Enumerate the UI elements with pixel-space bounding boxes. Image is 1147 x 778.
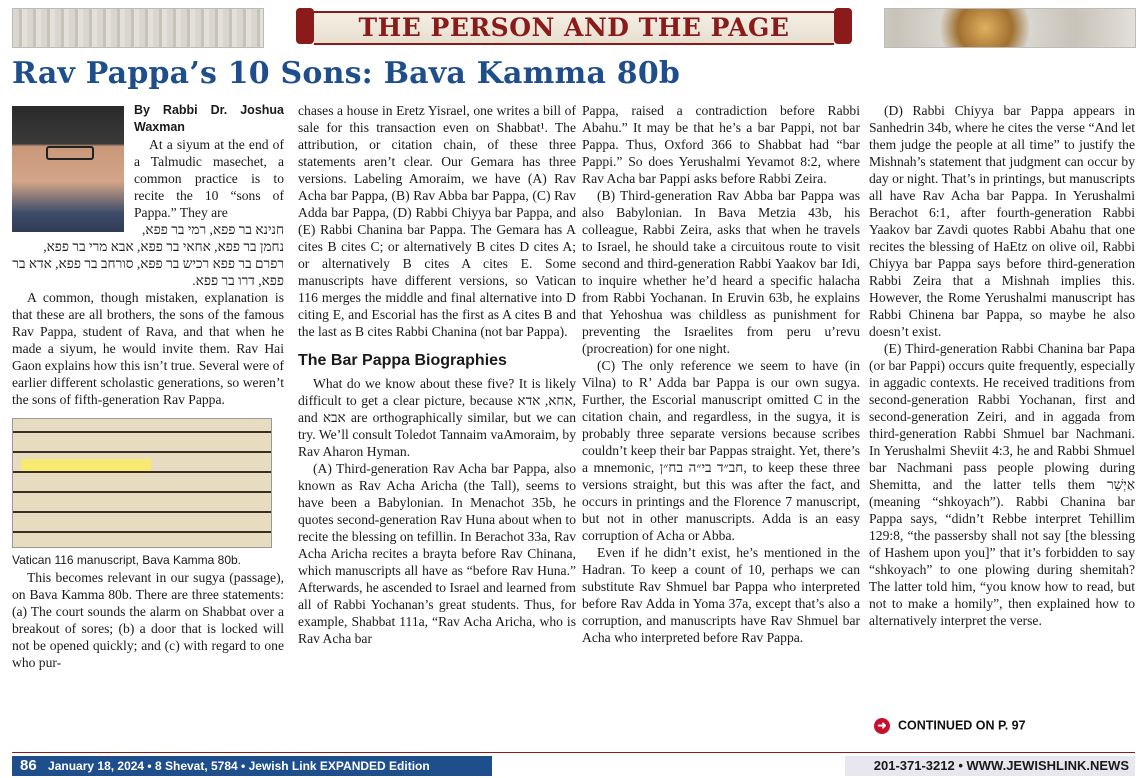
arrow-right-icon: ➜	[874, 718, 890, 734]
column-3	[582, 102, 860, 646]
section-banner	[0, 0, 1147, 52]
page-number: 86	[12, 756, 45, 776]
article-title: Rav Pappa’s 10 Sons: Bava Kamma 80b	[12, 56, 681, 91]
paragraph: Even if he didn’t exist, he’s mentioned in the Hadran. To keep a count of 10, perhaps we can substitute Rav Shmuel bar Pappa who interpreted before Rav Adda in Yoma 37a, except that’s also a corruption, and manuscripts have Rav Shmuel bar Acha who interpreted before Rav Pappa.	[582, 545, 860, 645]
column-4	[869, 102, 1135, 629]
banner-image-right	[884, 8, 1136, 48]
paragraph: Pappa, raised a contradiction before Rabbi Abahu.” It may be that he’s a bar Pappi, not bar Pappa. Thus, Oxford 366 to Shabbat had “bar Pappi.” So does Yerushalmi Yevamot 8:2, where Rav Acha bar Pappi asks before Rabbi Zeira.	[582, 103, 860, 186]
continued-label: CONTINUED ON P. 97	[898, 718, 1026, 733]
continued-link[interactable]	[874, 718, 1026, 734]
subheading: The Bar Pappa Biographies	[298, 352, 507, 369]
page-footer	[12, 752, 1135, 775]
footer-contact[interactable]: 201-371-3212 • WWW.JEWISHLINK.NEWS	[845, 756, 1135, 776]
paragraph: (C) The only reference we seem to have (in Vilna) to R’ Adda bar Pappa is our own sugya. Further, the Escorial manuscript omitted C in the citation chain, and regardless, in the sugya, it is probably three separate versions because scribes couldn’t keep their bar Pappas straight. Yet, there’s a mnemonic, חב״ד בי״ה בח״ן, to keep these three versions straight, but this was after the fact, and occurs in printings and the Florence 7 manuscript, but not in other manuscripts. Adda is an easy corruption of Acha or Abba.	[582, 358, 860, 543]
column-1	[12, 102, 284, 671]
paragraph: (E) Third-generation Rabbi Chanina bar Papa (or bar Pappi) occurs quite frequently, especially in aggadic contexts. He received traditions from second-generation Rabbi Yochanan, first and second-generation Zeiri, and in aggada from third-generation Rabbi Shmuel bar Nachmani. In Yerushalmi Sheviit 4:3, he and Rabbi Shmuel bar Nachmani pass people plowing during Shemitta, and the latter tells them אַיְשַׁר (meaning “shkoyach”). Rabbi Chanina bar Pappa says, “didn’t Rebbe interpret Tehillim 129:8, “the passersby shall not say [the blessing of Hashem upon you]” that it’s forbidden to say “shkoyach” to one plowing during shemitah? The latter told him, “you know how to read, but not to make a homily”, then explained how to alternatively interpret the verse.	[869, 341, 1135, 628]
paragraph: What do we know about these five? It is likely difficult to get a clear picture, because אחא, אדא, and אבא are orthographically similar, but we can try. We’ll consult Toledot Tannaim vaAmoraim, by Rav Aharon Hyman.	[298, 376, 577, 459]
author-photo	[12, 106, 124, 232]
footer-edition-box	[12, 756, 492, 776]
paragraph: (D) Rabbi Chiyya bar Pappa appears in Sanhedrin 34b, where he cites the verse “And let them judge the people at all time” to justify the Mishnah’s statement that judgment can occur by day or night. That’s in printings, but manuscripts all have Rav Acha bar Pappa. In Yerushalmi Berachot 6:1, after fourth-generation Rabbi Yaakov bar Zavdi quotes Rabbi Abahu that one recites the blessing of HaEtz on olive oil, Rabbi Chiyya bar Pappa says before third-generation Rabbi Zeira that a Mishnah implies this. However, the Rome Yerushalmi manuscript has Rabbi Chinena bar Pappa, so maybe he also doesn’t exist.	[869, 103, 1135, 339]
paragraph: (A) Third-generation Rav Acha bar Pappa, also known as Rav Acha Aricha (the Tall), seems to have been a Babylonian. In Menachot 35b, he quotes second-generation Rav Huna about when to recite the blessing on tefillin. In Berachot 33a, Rav Acha Aricha recites a brayta before Rav Chinana, which manuscripts all have as “before Rav Huna.” Afterwards, he ascended to Israel and learned from all of Rabbi Yochanan’s great students. Thus, for example, Shabbat 111a, “Rav Acha Aricha, who is Rav Acha bar	[298, 461, 576, 646]
manuscript-image	[12, 418, 272, 548]
byline: By Rabbi Dr. Joshua Waxman	[134, 103, 284, 134]
column-2	[298, 102, 576, 647]
banner-image-left	[12, 8, 264, 48]
edition-info: January 18, 2024 • 8 Shevat, 5784 • Jewish Link EXPANDED Edition	[48, 759, 430, 773]
hebrew-names: חנינא בר פפא, רמי בר פפא, נחמן בר פפא, אחאי בר פפא, אבא מרי בר פפא, רפרם בר פפא רכיש בר פפא, סורחב בר פפא, אדא בר פפא, דרו בר פפא.	[12, 222, 284, 288]
section-title: THE PERSON AND THE PAGE	[358, 13, 790, 42]
paragraph: chases a house in Eretz Yisrael, one writes a bill of sale for this transaction even on Shabbat¹. The attribution, or citation chain, of these three statements aren’t clear. Our Gemara has three versions. Labeling Amoraim, we have (A) Rav Acha bar Pappa, (B) Rav Abba bar Pappa, (C) Rav Adda bar Pappa, (D) Rabbi Chiyya bar Pappa, and (E) Rabbi Chanina bar Pappa. The Gemara has A cites B cites C; or alternatively B cites D cites A; or alternatively B cites A cites E. Some manuscripts have different versions, so Vatican 116 merges the middle and final alternative into D citing E, and Escorial has the first as A cites B and the last as B cites Rabbi Chanina (not bar Pappa).	[298, 103, 576, 339]
image-caption: Vatican 116 manuscript, Bava Kamma 80b.	[12, 553, 242, 567]
paragraph: At a siyum at the end of a Talmudic masechet, a common practice is to recite the 10 “sons of Pappa.” They are	[134, 137, 284, 220]
paragraph: A common, though mistaken, explanation is that these are all brothers, the sons of the famous Rav Pappa, student of Rava, and that when he made a siyum, he would invite them. Rav Hai Gaon explains how this isn’t true. Several were of earlier different scholastic generations, so weren’t the sons of fifth-generation Rav Pappa.	[12, 290, 284, 407]
paragraph: This becomes relevant in our sugya (passage), on Bava Kamma 80b. There are three statements: (a) The court sounds the alarm on Shabbat over a breakout of sores; (b) a door that is locked will not be opened quickly; and (c) with regard to one who pur-	[12, 570, 284, 670]
section-scroll	[296, 8, 852, 44]
paragraph: (B) Third-generation Rav Abba bar Pappa was also Babylonian. In Bava Metzia 43b, his colleague, Rabbi Zeira, asks that when he travels to Israel, he should take a circuitous route to visit second and third-generation Rabbi Yaakov bar Idi, to inquire whether he’d heard a specific halacha from Rabbi Yochanan. In Eruvin 63b, he explains that Yehoshua was childless as punishment for preventing the Israelites from peru u’revu (procreation) for one night.	[582, 188, 860, 356]
